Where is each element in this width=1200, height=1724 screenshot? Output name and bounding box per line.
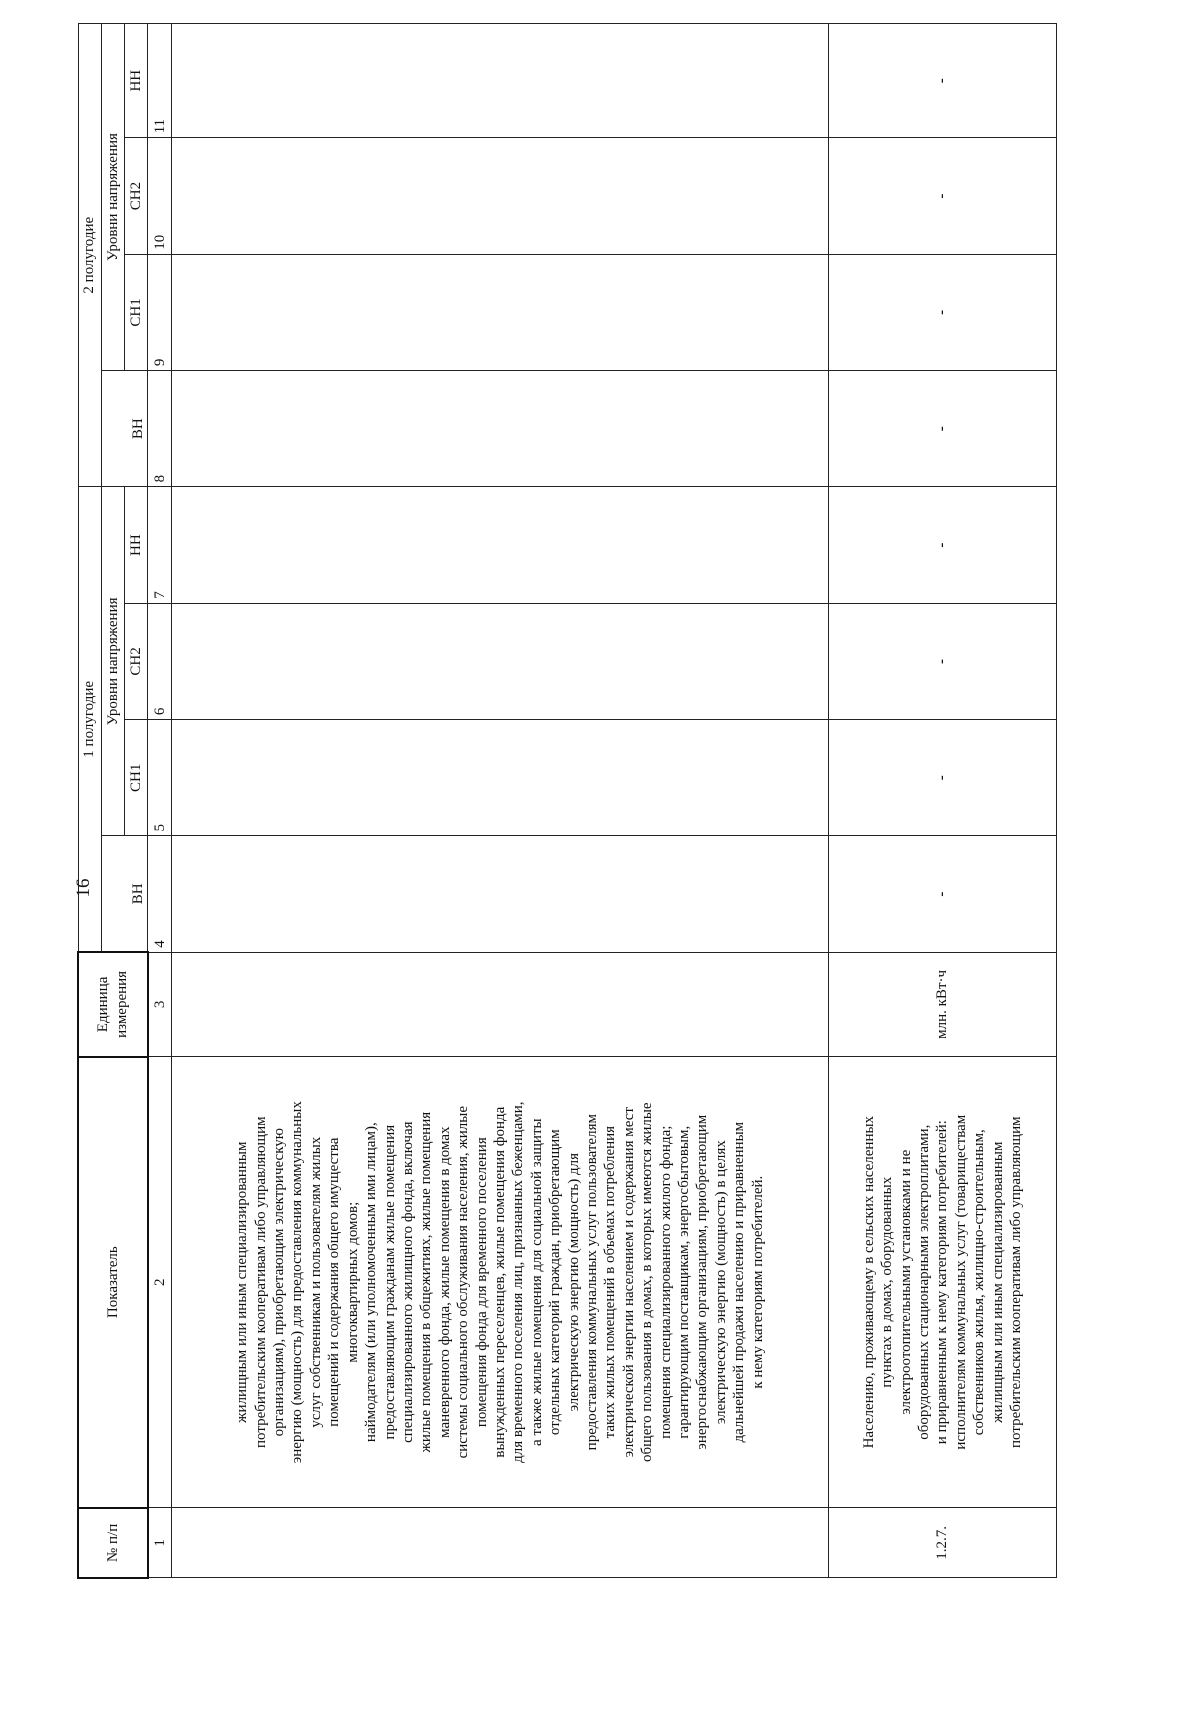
column-index: 9: [148, 254, 172, 370]
indicator-line: системы социального обслуживания населения, жилые: [455, 1106, 472, 1459]
indicator-line: энергию (мощность) для предоставления коммунальных: [289, 1101, 306, 1464]
indicator-line: услуг собственникам и пользователям жилых: [307, 1136, 324, 1428]
row-value-sn2-h1: [172, 603, 829, 719]
indicator-line: электрическую энергию (мощность) для: [565, 1152, 582, 1412]
indicator-line: многоквартирных домов;: [344, 1201, 361, 1363]
indicator-line: а также жилые помещения для социальной защиты: [528, 1118, 545, 1446]
rotated-table-frame: [77, 23, 1057, 1579]
column-index: 8: [148, 371, 172, 487]
table-row: [172, 24, 829, 1579]
indicator-line: к нему категориям потребителей.: [749, 1175, 766, 1389]
indicator-line: помещения фонда для временного поселения: [473, 1137, 490, 1428]
indicator-line: электроотопительными установками и не: [897, 1149, 914, 1415]
indicator-line: и приравненным к нему категориям потребителей:: [934, 1120, 951, 1445]
indicator-line: таких жилых помещений в объемах потребления: [602, 1125, 619, 1439]
row-value-vn-h1: [172, 836, 829, 952]
header-sn1-1: СН1: [125, 720, 148, 836]
header-voltage-levels-1: Уровни напряжения: [101, 487, 124, 836]
header-half2: 2 полугодие: [78, 24, 101, 487]
row-value-sn2-h2: [172, 138, 829, 254]
indicator-line: собственников жилья, жилищно-строительным,: [971, 1129, 988, 1436]
table-row: [829, 24, 1057, 1579]
row-indicator: [172, 1057, 829, 1508]
indicator-line: жилищным или иным специализированным: [989, 1141, 1006, 1423]
header-nn-2: НН: [125, 24, 148, 138]
row-value-sn1-h2: -: [829, 254, 1057, 370]
row-value-vn-h2: -: [829, 371, 1057, 487]
row-num: [172, 1508, 829, 1578]
indicator-line: вынужденных переселенцев, жилые помещения фонда: [491, 1106, 508, 1458]
row-value-sn2-h2: -: [829, 138, 1057, 254]
column-index: 3: [148, 952, 172, 1056]
header-voltage-levels-2: Уровни напряжения: [101, 24, 124, 371]
header-half1: 1 полугодие: [78, 487, 101, 952]
column-index: 7: [148, 487, 172, 603]
indicator-line: общего пользования в домах, в которых имеются жилые: [639, 1102, 656, 1462]
indicator-line: организациям), приобретающим электрическую: [271, 1128, 288, 1437]
indicator-line: предоставления коммунальных услуг пользователям: [583, 1114, 600, 1451]
column-index: 6: [148, 603, 172, 719]
indicator-line: электрическую энергию (мощность) в целях: [712, 1140, 729, 1425]
row-value-nn-h2: [172, 24, 829, 138]
indicator-line: Населению, проживающему в сельских населенных: [860, 1115, 877, 1449]
indicator-line: жилые помещения в общежитиях, жилые помещения: [418, 1111, 435, 1453]
indicator-line: маневренного фонда, жилые помещения в домах: [436, 1126, 453, 1438]
header-vn-2: ВН: [101, 371, 148, 487]
row-value-sn1-h1: [172, 720, 829, 836]
indicator-line: потребительским кооперативам либо управляющим: [252, 1116, 269, 1448]
header-sn1-2: СН1: [125, 254, 148, 370]
column-index: 5: [148, 720, 172, 836]
header-num: № п/п: [78, 1508, 148, 1578]
indicator-line: энергоснабжающим организациям, приобретающим: [694, 1114, 711, 1450]
indicator-line: потребительским кооперативам либо управляющим: [1008, 1116, 1024, 1448]
row-value-sn1-h1: -: [829, 720, 1057, 836]
row-unit: млн. кВт·ч: [829, 952, 1057, 1056]
row-value-nn-h2: -: [829, 24, 1057, 138]
indicator-line: жилищным или иным специализированным: [234, 1141, 251, 1423]
column-index: 10: [148, 138, 172, 254]
indicator-line: для временного поселения лиц, признанных беженцами,: [510, 1101, 527, 1463]
indicator-line: оборудованных стационарными электроплитами,: [915, 1124, 932, 1440]
indicator-line: электрической энергии населением и содержания мест: [620, 1107, 637, 1458]
row-value-vn-h1: -: [829, 836, 1057, 952]
row-unit: [172, 952, 829, 1056]
tariff-table: [77, 23, 1057, 1579]
header-indicator: Показатель: [78, 1057, 148, 1508]
page-number: 16: [73, 878, 94, 898]
row-value-sn1-h2: [172, 254, 829, 370]
column-index: 2: [148, 1057, 172, 1508]
column-index: 1: [148, 1508, 172, 1578]
header-vn-1: ВН: [101, 836, 148, 952]
indicator-line: предоставляющим гражданам жилые помещения: [381, 1124, 398, 1440]
indicator-line: гарантирующим поставщикам, энергосбытовым,: [676, 1125, 693, 1439]
row-value-nn-h1: -: [829, 487, 1057, 603]
row-value-nn-h1: [172, 487, 829, 603]
indicator-line: специализированного жилищного фонда, включая: [399, 1121, 416, 1443]
header-sn2-2: СН2: [125, 138, 148, 254]
column-index: 11: [148, 24, 172, 138]
header-unit: Единица измерения: [78, 952, 148, 1056]
indicator-line: наймодателям (или уполномоченным ими лицам),: [363, 1122, 380, 1443]
header-sn2-1: СН2: [125, 603, 148, 719]
column-index-row: [148, 24, 172, 1579]
indicator-line: отдельных категорий граждан, приобретающим: [547, 1129, 564, 1436]
row-value-vn-h2: [172, 371, 829, 487]
row-indicator: [829, 1057, 1057, 1508]
indicator-line: пунктах в домах, оборудованных: [879, 1176, 896, 1388]
row-num: 1.2.7.: [829, 1508, 1057, 1578]
indicator-line: исполнителям коммунальных услуг (товариществам: [952, 1114, 969, 1450]
indicator-line: помещений и содержания общего имущества: [326, 1137, 343, 1427]
column-index: 4: [148, 836, 172, 952]
row-value-sn2-h1: -: [829, 603, 1057, 719]
indicator-line: помещения специализированного жилого фонда;: [657, 1125, 674, 1439]
indicator-line: дальнейшей продажи населению и приравненным: [731, 1121, 748, 1443]
header-nn-1: НН: [125, 487, 148, 603]
